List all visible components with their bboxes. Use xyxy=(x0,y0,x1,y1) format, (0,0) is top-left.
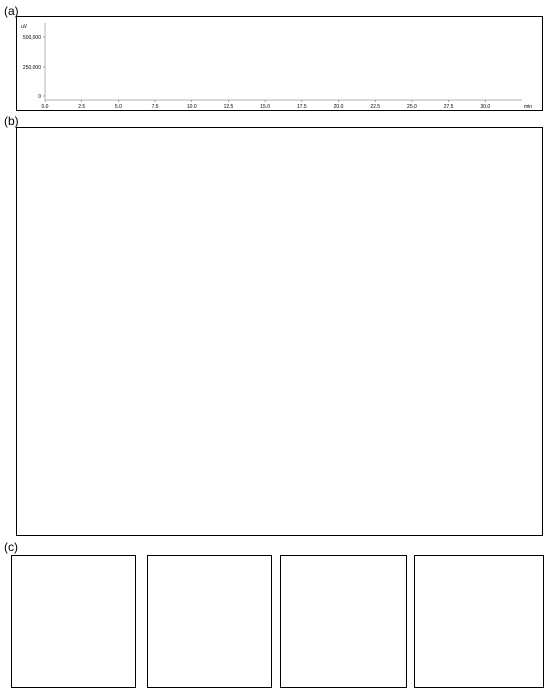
panel-label-a: (a) xyxy=(4,4,19,18)
panel-label-b: (b) xyxy=(4,114,19,128)
panel-label-c: (c) xyxy=(4,540,18,554)
panel-c-chart-3 xyxy=(281,556,406,687)
panel-a-y-tick-label: 250,000 xyxy=(22,65,41,71)
panel-a-y-tick-label: 500,000 xyxy=(22,35,41,41)
panel-a-y-tick-label: 0 xyxy=(38,94,41,100)
panel-a-x-tick-label: 30.0 xyxy=(480,104,491,110)
panel-a-x-tick-label: 5.0 xyxy=(114,104,122,110)
panel-a-x-tick-label: 22.5 xyxy=(370,104,381,110)
panel-a-x-tick-label: 12.5 xyxy=(223,104,234,110)
panel-c-frame-2 xyxy=(147,555,272,688)
panel-a-x-tick-label: 0.0 xyxy=(41,104,49,110)
panel-a-x-unit: min xyxy=(524,104,533,110)
panel-a-frame xyxy=(16,16,543,111)
panel-c-frame-3 xyxy=(280,555,407,688)
panel-c-chart-2 xyxy=(148,556,271,687)
panel-a-x-tick-label: 10.0 xyxy=(186,104,197,110)
panel-c-chart-1 xyxy=(12,556,135,687)
panel-b-frame xyxy=(16,127,543,536)
panel-c-frame-4 xyxy=(414,555,544,688)
panel-a-x-tick-label: 7.5 xyxy=(151,104,159,110)
panel-a-unit: uV xyxy=(21,24,28,30)
panel-a-chart xyxy=(17,17,542,110)
panel-a-x-tick-label: 20.0 xyxy=(333,104,344,110)
panel-a-x-tick-label: 27.5 xyxy=(443,104,454,110)
panel-a-x-tick-label: 25.0 xyxy=(407,104,417,110)
panel-a-x-tick-label: 2.5 xyxy=(78,104,86,110)
panel-b-chart xyxy=(17,128,542,535)
panel-a-x-tick-label: 15.0 xyxy=(260,104,271,110)
panel-a-x-tick-label: 17.5 xyxy=(296,104,307,110)
panel-c-frame-1 xyxy=(11,555,136,688)
panel-c-chart-4 xyxy=(415,556,543,687)
